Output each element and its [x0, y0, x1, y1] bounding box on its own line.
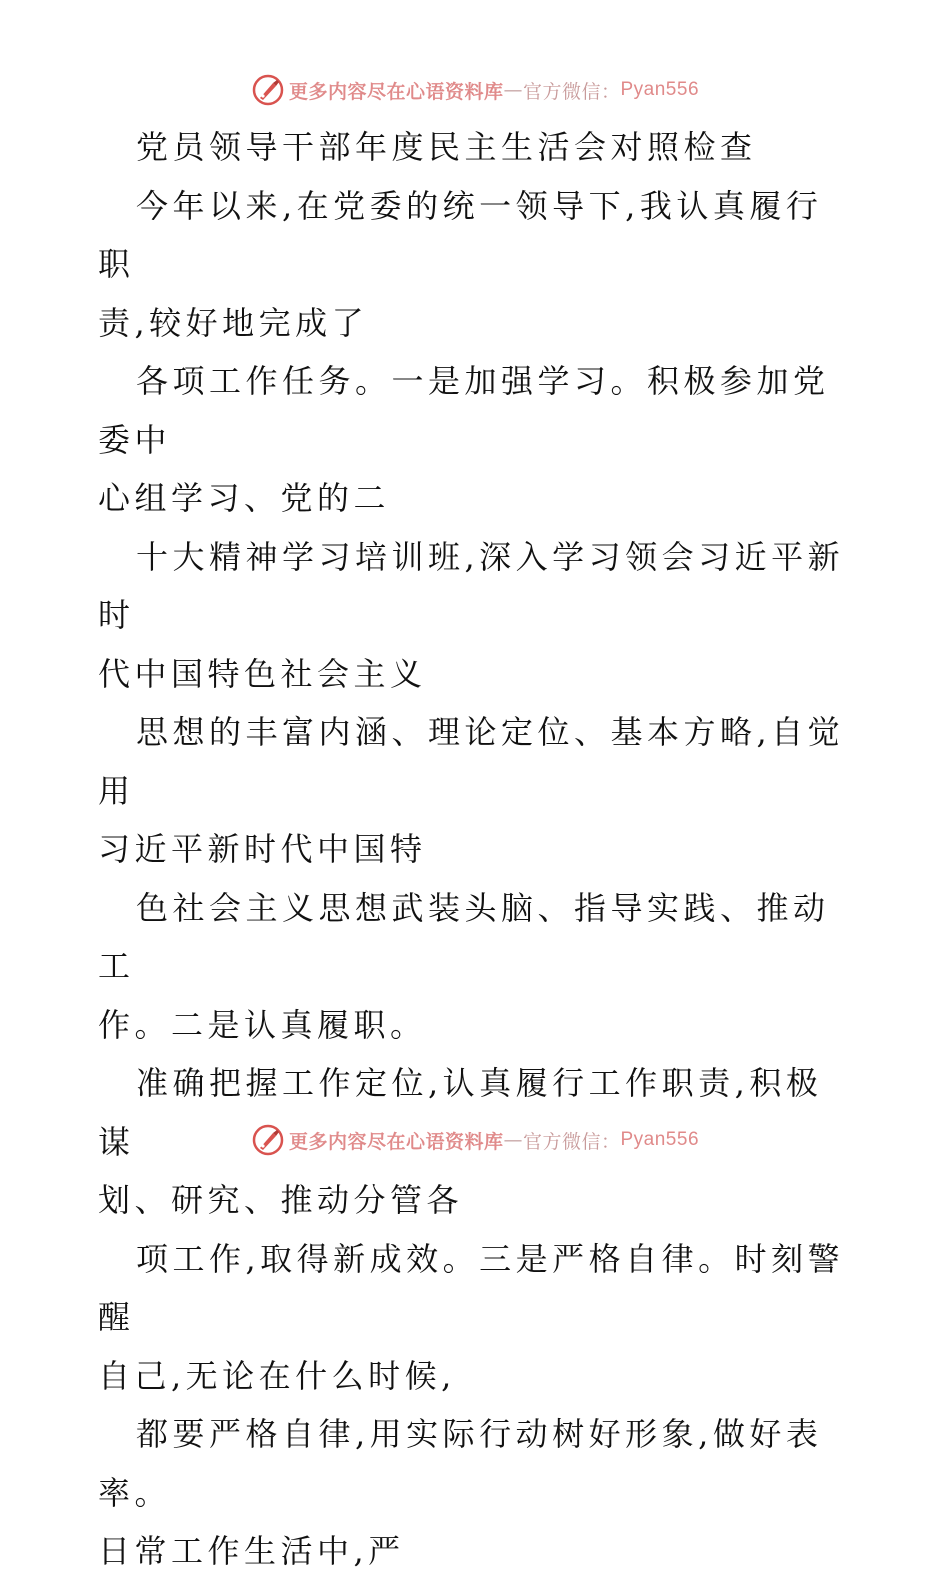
paragraph-line: 各项工作任务。一是加强学习。积极参加党委中: [98, 362, 830, 459]
paragraph-line: 思想的丰富内涵、理论定位、基本方略,自觉用: [98, 713, 845, 810]
banner-text: 更多内容尽在心语资料库: [288, 1130, 504, 1153]
paragraph-line: 作。二是认真履职。: [98, 1005, 427, 1044]
banner-label: 官方微信：: [522, 80, 621, 103]
document-body: [98, 118, 858, 1581]
banner-separator: —: [503, 79, 523, 101]
paragraph-line: 自己,无论在什么时候,: [98, 1356, 456, 1395]
paragraph-line: 划、研究、推动分管各: [98, 1181, 464, 1219]
paragraph-line: 责,较好地完成了: [98, 303, 369, 342]
paragraph-line: 习近平新时代中国特: [98, 830, 427, 868]
paragraph-line: 都要严格自律,用实际行动树好形象,做好表率。: [98, 1415, 823, 1512]
paragraph-line: 十大精神学习培训班,深入学习领会习近平新时: [98, 537, 845, 634]
banner-label: 官方微信：: [522, 1130, 621, 1153]
banner-separator: —: [503, 1129, 523, 1151]
paragraph: [98, 1230, 858, 1406]
paragraph: [98, 1405, 858, 1581]
paragraph-line: 项工作,取得新成效。三是严格自律。时刻警醒: [98, 1239, 845, 1336]
paragraph-line: 今年以来,在党委的统一领导下,我认真履行职: [98, 186, 823, 283]
paragraph-line: 心组学习、党的二: [98, 479, 391, 517]
paragraph-line: 色社会主义思想武装头脑、指导实践、推动工: [98, 888, 830, 985]
paragraph: [98, 703, 858, 879]
header-watermark-banner: [0, 70, 950, 110]
paragraph-line: 代中国特色社会主义: [98, 654, 427, 693]
document-title: 党员领导干部年度民主生活会对照检查: [136, 128, 757, 166]
pen-nib-logo-icon: [251, 73, 285, 107]
paragraph-line: 准确把握工作定位,认真履行工作职责,积极谋: [98, 1064, 823, 1161]
footer-watermark-banner: [0, 1120, 950, 1160]
paragraph: [98, 528, 858, 704]
paragraph-line: 日常工作生活中,严: [98, 1532, 405, 1570]
pen-nib-logo-icon: [251, 1123, 285, 1157]
banner-text: 更多内容尽在心语资料库: [288, 80, 504, 103]
banner-wechat-id: Pyan556: [620, 1129, 700, 1150]
paragraph: [98, 352, 858, 528]
paragraph: [98, 177, 858, 353]
paragraph: [98, 879, 858, 1055]
banner-wechat-id: Pyan556: [620, 79, 700, 100]
